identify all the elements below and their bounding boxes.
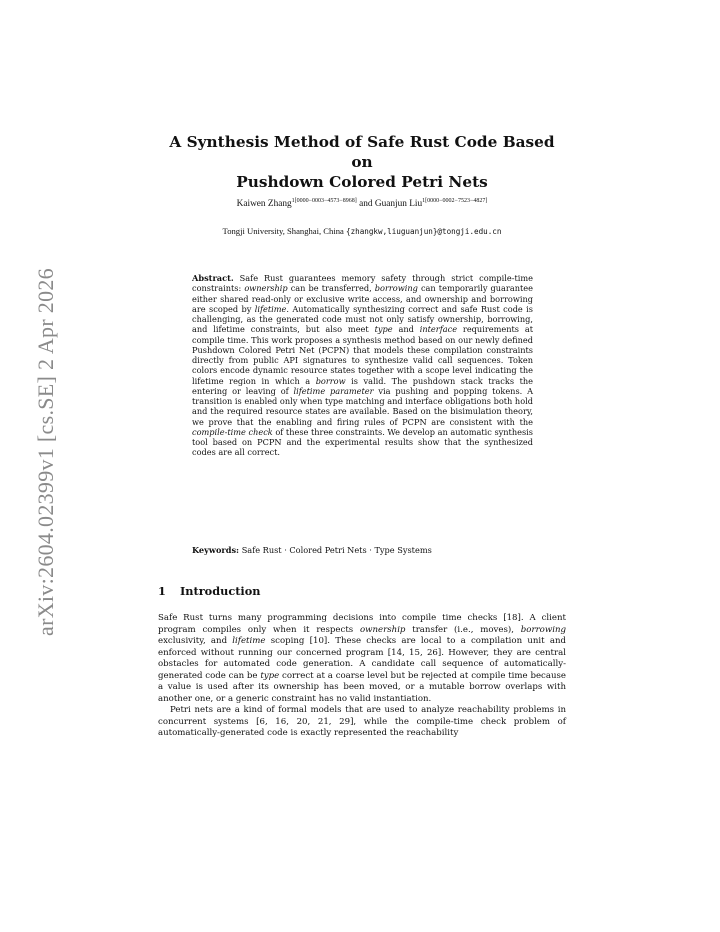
author-connector: and bbox=[359, 199, 373, 210]
emphasized-term: type bbox=[374, 324, 393, 335]
author-list bbox=[158, 198, 566, 209]
emphasized-term: type bbox=[260, 670, 280, 681]
abstract-label: Abstract. bbox=[192, 273, 234, 283]
title-line-2: Pushdown Colored Petri Nets bbox=[236, 173, 488, 191]
section-title: Introduction bbox=[180, 584, 261, 598]
text-run: correct at a coarse level but be rejected at compile time because a value is used after its ownership has been moved, or a mutable borrow overlaps with another one, or a generic constraint has no valid instantiation. bbox=[158, 670, 567, 704]
author-emails[interactable]: {zhangkw,liuguanjun}@tongji.edu.cn bbox=[346, 227, 502, 236]
text-run: . Automatically synthesizing correct and safe Rust code is challenging, as the generated code must not only satisfy ownership, borrowing, and lifetime constraints, but also meet bbox=[192, 303, 533, 335]
author-name: Kaiwen Zhang bbox=[236, 199, 292, 210]
title-line-1: A Synthesis Method of Safe Rust Code Based on bbox=[169, 133, 555, 171]
text-run: Safe Rust turns many programming decisions into compile time checks [18]. A client program compiles only when it respects bbox=[158, 613, 566, 635]
emphasized-term: interface bbox=[419, 324, 458, 335]
text-run: transfer (i.e., moves), bbox=[405, 624, 521, 635]
text-run: is valid. The pushdown stack tracks the entering or leaving of bbox=[192, 375, 533, 396]
text-run: via pushing and popping tokens. A transition is enabled only when type matching and interface obligations both hold and the required resource states are available. Based on the bisimulation theory, we prove that the enabling and firing rules of PCPN are consistent with the bbox=[192, 385, 534, 427]
abstract-body bbox=[192, 273, 533, 457]
text-run: can temporarily guarantee either shared read-only or exclusive write access, and ownership and borrowing are scoped by bbox=[192, 283, 533, 314]
text-run: Safe Rust guarantees memory safety through strict compile-time constraints: bbox=[192, 273, 533, 294]
author-orcid[interactable]: [0000−0003−4573−8968] bbox=[294, 198, 357, 204]
arxiv-identifier-stamp: arXiv:2604.02399v1 [cs.SE] 2 Apr 2026 bbox=[33, 268, 58, 636]
affiliation-name: Tongji University, Shanghai, China bbox=[222, 226, 344, 236]
emphasized-term: ownership bbox=[244, 283, 288, 294]
text-run: of these three constraints. We develop an automatic synthesis tool based on PCPN and the experimental results show that the synthesized codes are all correct. bbox=[192, 426, 533, 458]
text-run: and bbox=[392, 324, 420, 335]
body-paragraph bbox=[158, 705, 566, 740]
paper-title bbox=[158, 132, 566, 192]
emphasized-term: borrowing bbox=[374, 283, 418, 294]
emphasized-term: ownership bbox=[359, 624, 406, 635]
emphasized-term: lifetime parameter bbox=[293, 385, 374, 396]
text-run: scoping [10]. These checks are local to a compilation unit and enforced without running our concerned program [14, 15, 26]. However, they are central obstacles for automated code generation. A candidate call sequence of automatically-generated code can be bbox=[158, 636, 566, 681]
section-heading bbox=[158, 584, 260, 598]
affiliation bbox=[158, 226, 566, 236]
text-run: Petri nets are a kind of formal models that are used to analyze reachability problems in concurrent systems [6, 16, 20, 21, 29], while the compile-time check problem of automatically-generated code is exactly represented the reachability bbox=[158, 705, 566, 739]
author-affil-mark: 1 bbox=[291, 198, 295, 204]
text-run: requirements at compile time. This work proposes a synthesis method based on our newly defined Pushdown Colored Petri Net (PCPN) that models these compilation constraints directly from public API signatures to synthesize valid call sequences. Token colors encode dynamic resource states together with a scope level indicating the lifetime region in which a bbox=[192, 324, 534, 386]
section-body bbox=[158, 613, 566, 740]
body-paragraph bbox=[158, 613, 566, 705]
abstract bbox=[192, 273, 533, 458]
keywords-label: Keywords: bbox=[192, 545, 240, 555]
emphasized-term: borrow bbox=[315, 375, 346, 386]
author-name: Guanjun Liu bbox=[374, 199, 423, 210]
author-orcid[interactable]: [0000−0002−7523−4827] bbox=[425, 198, 488, 204]
keywords bbox=[192, 545, 533, 555]
emphasized-term: lifetime bbox=[254, 303, 287, 314]
author-affil-mark: 1 bbox=[422, 198, 426, 204]
keywords-list: Safe Rust · Colored Petri Nets · Type Systems bbox=[241, 545, 432, 555]
emphasized-term: lifetime bbox=[232, 636, 266, 647]
text-run: can be transferred, bbox=[287, 283, 375, 294]
emphasized-term: borrowing bbox=[520, 624, 566, 635]
text-run: exclusivity, and bbox=[158, 636, 233, 647]
section-number: 1 bbox=[158, 584, 166, 598]
emphasized-term: compile-time check bbox=[192, 426, 273, 437]
